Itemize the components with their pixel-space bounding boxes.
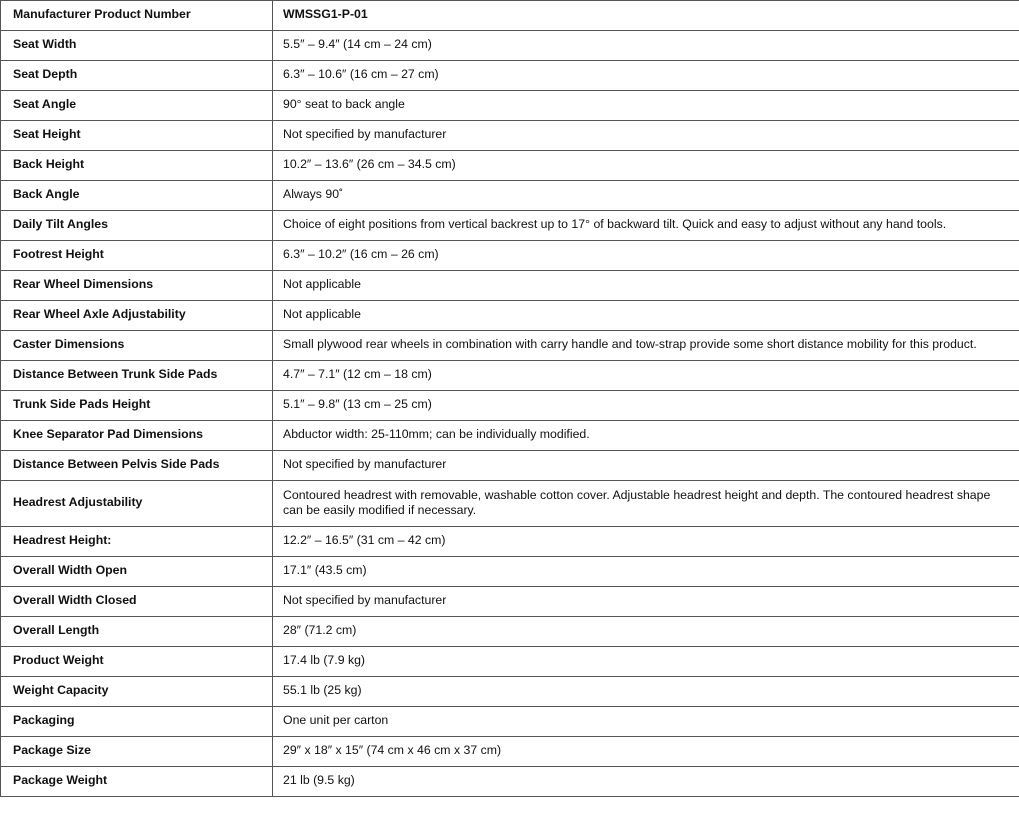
- spec-label: Back Height: [1, 151, 273, 181]
- spec-label: Knee Separator Pad Dimensions: [1, 421, 273, 451]
- spec-value: Abductor width: 25-110mm; can be individually modified.: [273, 421, 1019, 451]
- spec-value: Choice of eight positions from vertical backrest up to 17° of backward tilt. Quick and easy to adjust without any hand tools.: [273, 211, 1019, 241]
- spec-row: [1, 421, 1019, 451]
- spec-value: 10.2″ – 13.6″ (26 cm – 34.5 cm): [273, 151, 1019, 181]
- spec-value: 55.1 lb (25 kg): [273, 677, 1019, 707]
- spec-label: Overall Width Closed: [1, 587, 273, 617]
- spec-label: Headrest Adjustability: [1, 481, 273, 527]
- spec-label: Distance Between Pelvis Side Pads: [1, 451, 273, 481]
- spec-value: 12.2″ – 16.5″ (31 cm – 42 cm): [273, 527, 1019, 557]
- spec-row: [1, 181, 1019, 211]
- specifications-body: [1, 1, 1019, 797]
- spec-label: Weight Capacity: [1, 677, 273, 707]
- spec-value: 5.5″ – 9.4″ (14 cm – 24 cm): [273, 31, 1019, 61]
- spec-label: Daily Tilt Angles: [1, 211, 273, 241]
- spec-label: Seat Depth: [1, 61, 273, 91]
- spec-row: [1, 271, 1019, 301]
- spec-row: [1, 527, 1019, 557]
- spec-row: [1, 677, 1019, 707]
- spec-value: Not applicable: [273, 271, 1019, 301]
- spec-label: Product Weight: [1, 647, 273, 677]
- spec-value: Small plywood rear wheels in combination with carry handle and tow-strap provide some short distance mobility for this product.: [273, 331, 1019, 361]
- spec-value: 4.7″ – 7.1″ (12 cm – 18 cm): [273, 361, 1019, 391]
- spec-row: [1, 331, 1019, 361]
- spec-row: [1, 151, 1019, 181]
- spec-row: [1, 61, 1019, 91]
- spec-row: [1, 301, 1019, 331]
- spec-row: [1, 617, 1019, 647]
- spec-value: Not specified by manufacturer: [273, 121, 1019, 151]
- spec-row: [1, 1, 1019, 31]
- spec-value: 5.1″ – 9.8″ (13 cm – 25 cm): [273, 391, 1019, 421]
- spec-label: Package Size: [1, 737, 273, 767]
- spec-value: 6.3″ – 10.2″ (16 cm – 26 cm): [273, 241, 1019, 271]
- spec-label: Rear Wheel Dimensions: [1, 271, 273, 301]
- spec-value: Not applicable: [273, 301, 1019, 331]
- spec-value: 29″ x 18″ x 15″ (74 cm x 46 cm x 37 cm): [273, 737, 1019, 767]
- spec-label: Seat Height: [1, 121, 273, 151]
- spec-value: 6.3″ – 10.6″ (16 cm – 27 cm): [273, 61, 1019, 91]
- spec-label: Seat Angle: [1, 91, 273, 121]
- spec-row: [1, 211, 1019, 241]
- spec-label: Back Angle: [1, 181, 273, 211]
- spec-value: One unit per carton: [273, 707, 1019, 737]
- spec-value: Not specified by manufacturer: [273, 587, 1019, 617]
- spec-value: 17.1″ (43.5 cm): [273, 557, 1019, 587]
- spec-value: Not specified by manufacturer: [273, 451, 1019, 481]
- spec-value: 28″ (71.2 cm): [273, 617, 1019, 647]
- spec-row: [1, 707, 1019, 737]
- spec-label: Distance Between Trunk Side Pads: [1, 361, 273, 391]
- spec-value: 90° seat to back angle: [273, 91, 1019, 121]
- spec-label: Footrest Height: [1, 241, 273, 271]
- spec-value: 17.4 lb (7.9 kg): [273, 647, 1019, 677]
- spec-row: [1, 647, 1019, 677]
- spec-row: [1, 391, 1019, 421]
- spec-label: Caster Dimensions: [1, 331, 273, 361]
- spec-row: [1, 361, 1019, 391]
- spec-row: [1, 451, 1019, 481]
- spec-row: [1, 587, 1019, 617]
- spec-row: [1, 767, 1019, 797]
- spec-row: [1, 31, 1019, 61]
- spec-value: 21 lb (9.5 kg): [273, 767, 1019, 797]
- spec-label: Manufacturer Product Number: [1, 1, 273, 31]
- spec-value: Always 90˚: [273, 181, 1019, 211]
- spec-row: [1, 241, 1019, 271]
- spec-label: Trunk Side Pads Height: [1, 391, 273, 421]
- spec-row: [1, 121, 1019, 151]
- spec-label: Package Weight: [1, 767, 273, 797]
- spec-value: WMSSG1-P-01: [273, 1, 1019, 31]
- spec-row: [1, 481, 1019, 527]
- spec-row: [1, 557, 1019, 587]
- spec-label: Seat Width: [1, 31, 273, 61]
- spec-label: Packaging: [1, 707, 273, 737]
- spec-row: [1, 91, 1019, 121]
- spec-label: Overall Length: [1, 617, 273, 647]
- spec-value: Contoured headrest with removable, washable cotton cover. Adjustable headrest height and depth. The contoured headrest shape can be easily modified if necessary.: [273, 481, 1019, 527]
- spec-row: [1, 737, 1019, 767]
- spec-label: Overall Width Open: [1, 557, 273, 587]
- spec-label: Rear Wheel Axle Adjustability: [1, 301, 273, 331]
- spec-label: Headrest Height:: [1, 527, 273, 557]
